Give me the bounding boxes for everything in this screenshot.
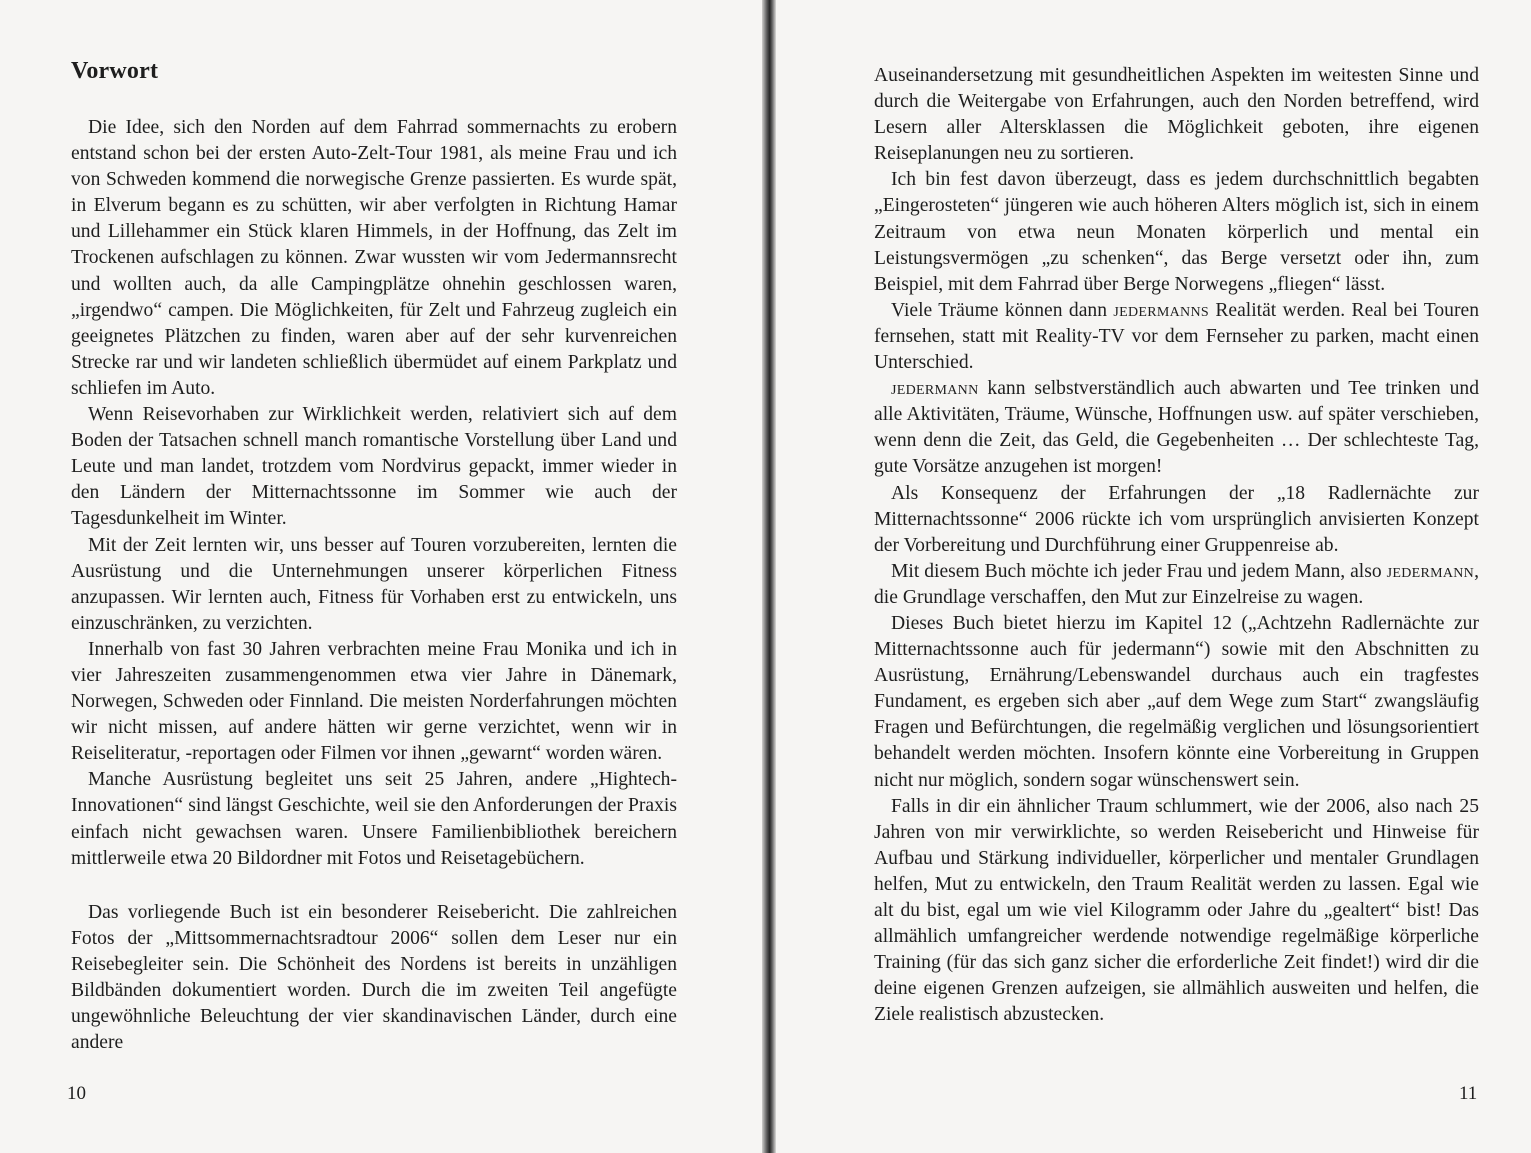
paragraph xyxy=(874,376,1479,480)
page-number: 10 xyxy=(67,1083,86,1104)
text-run: Viele Träume können dann xyxy=(891,299,1114,321)
paragraph xyxy=(874,559,1479,611)
text-run: Realität werden. Real bei Touren fernsehen, statt mit Reality-TV vor dem Fernseher zu parken, macht einen Unterschied. xyxy=(874,299,1479,374)
paragraph: Mit der Zeit lernten wir, uns besser auf Touren vorzubereiten, lernten die Ausrüstung und die Unternehmungen unserer körperlichen Fitness anzupassen. Wir lernten auch, Fitness für Vorhaben erst zu entwickeln, uns einzuschränken, zu verzichten. xyxy=(71,534,677,634)
text-run: kann selbstverständlich auch abwarten und Tee trinken und alle Aktivitäten, Träume, Wünsche, Hoffnungen usw. auf später verschieben, wenn denn die Zeit, das Geld, die Gegebenheiten … Der schlechteste Tag, gute Vorsätze anzugehen ist morgen! xyxy=(874,378,1479,478)
left-page xyxy=(0,0,762,1153)
paragraph: Als Konsequenz der Erfahrungen der „18 Radlernächte zur Mitternachtssonne“ 2006 rückte ich vom ursprünglich anvisierten Konzept der Vorbereitung und Durchführung einer Gruppenreise ab. xyxy=(874,482,1479,556)
paragraph: Die Idee, sich den Norden auf dem Fahrrad sommernachts zu erobern entstand schon bei der ersten Auto-Zelt-Tour 1981, als meine Frau und ich von Schweden kommend die norwegische Grenze passierten. Es wurde spät, in Elverum begann es zu schütten, wir aber verfolgten in Richtung Hamar und Lillehammer ein Stück klaren Himmels, in der Hoffnung, das Zelt im Trockenen aufschlagen zu können. Zwar wussten wir vom Jedermannsrecht und wollten auch, da alle Campingplätze ohnehin geschlossen waren, „irgendwo“ campen. Die Möglichkeiten, für Zelt und Fahrzeug zugleich ein geeignetes Plätzchen zu finden, waren aber auf der sehr kurvenreichen Strecke rar und wir landeten schließlich übermüdet auf einem Parkplatz und schliefen im Auto. xyxy=(71,117,677,399)
right-page xyxy=(776,0,1531,1153)
left-text-column-after-gap xyxy=(71,900,677,1057)
left-text-column xyxy=(71,115,677,872)
paragraph: Manche Ausrüstung begleitet uns seit 25 Jahren, andere „Hightech-Innovationen“ sind längst Geschichte, weil sie den Anforderungen der Praxis einfach nicht gewachsen waren. Unsere Familienbibliothek bereichern mittlerweile etwa 20 Bildordner mit Fotos und Reisetagebüchern. xyxy=(71,769,677,869)
paragraph: Innerhalb von fast 30 Jahren verbrachten meine Frau Monika und ich in vier Jahreszeiten zusammengenommen etwa vier Jahre in Dänemark, Norwegen, Schweden oder Finnland. Die meisten Norderfahrungen möchten wir nicht missen, auf andere hätten wir gerne verzichtet, wenn wir in Reiseliteratur, -reportagen oder Filmen vor ihnen „gewarnt“ worden wären. xyxy=(71,638,677,765)
paragraph: Auseinandersetzung mit gesundheitlichen Aspekten im weitesten Sinne und durch die Weitergabe von Erfahrungen, auch den Norden betreffend, wird Lesern aller Altersklassen die Möglichkeit geboten, ihre eigenen Reiseplanungen neu zu sortieren. xyxy=(874,65,1479,165)
right-text-column xyxy=(874,63,1479,1028)
small-caps-term: jedermanns xyxy=(1113,299,1209,321)
paragraph xyxy=(874,298,1479,376)
small-caps-term: jedermann xyxy=(891,378,979,400)
text-run: , die Grundlage verschaffen, den Mut zur Einzelreise zu wagen. xyxy=(874,560,1479,608)
paragraph: Wenn Reisevorhaben zur Wirklichkeit werden, relativiert sich auf dem Boden der Tatsachen schnell manch romantische Vorstellung über Land und Leute und man landet, trotzdem vom Nordvirus gepackt, immer wieder in den Ländern der Mitternachtssonne im Sommer wie auch der Tagesdunkelheit im Winter. xyxy=(71,404,677,530)
small-caps-term: jedermann xyxy=(1386,560,1475,582)
text-run: Mit diesem Buch möchte ich jeder Frau und jedem Mann, also xyxy=(891,560,1387,582)
book-gutter xyxy=(762,0,776,1153)
paragraph: Ich bin fest davon überzeugt, dass es jedem durchschnittlich begabten „Eingerosteten“ jüngeren wie auch höheren Alters möglich ist, sich in einem Zeitraum von etwa neun Monaten körperlich und mental ein Leistungsvermögen „zu schenken“, das Berge versetzt oder ihn, zum Beispiel, mit dem Fahrrad über Berge Norwegens „fliegen“ lässt. xyxy=(874,169,1479,295)
page-number: 11 xyxy=(1459,1083,1478,1104)
paragraph: Falls in dir ein ähnlicher Traum schlummert, wie der 2006, also nach 25 Jahren von mir verwirklichte, so werden Reisebericht und Hinweise für Aufbau und Stärkung individueller, körperlicher und mentaler Grundlagen helfen, Mut zu entwickeln, den Traum Realität werden zu lassen. Egal wie alt du bist, egal um wie viel Kilogramm oder Jahre du „gealtert“ bist! Das allmählich umfangreicher werdende notwendige regelmäßige körperliche Training (für das sich ganz sicher die erforderliche Zeit findet!) wird dir die deine eigenen Grenzen aufzeigen, sie allmählich ausweiten und helfen, die Ziele realistisch abzustecken. xyxy=(874,795,1479,1026)
paragraph: Das vorliegende Buch ist ein besonderer Reisebericht. Die zahlreichen Fotos der „Mittsommernachtsradtour 2006“ sollen dem Leser nur ein Reisebegleiter sein. Die Schönheit des Nordens ist bereits in unzähligen Bildbänden dokumentiert worden. Durch die im zweiten Teil angefügte ungewöhnliche Beleuchtung der vier skandinavischen Länder, durch eine andere xyxy=(71,902,677,1054)
paragraph: Dieses Buch bietet hierzu im Kapitel 12 („Achtzehn Radlernächte zur Mitternachtssonne auch für jedermann“) sowie mit den Abschnitten zu Ausrüstung, Ernährung/Lebenswandel durchaus auch ein tragfestes Fundament, es ergeben sich aber „auf dem Wege zum Start“ zwangsläufig Fragen und Befürchtungen, die regelmäßig verglichen und lösungsorientiert behandelt werden möchten. Insofern könnte eine Vorbereitung in Gruppen nicht nur möglich, sondern sogar wünschenswert sein. xyxy=(874,612,1479,791)
chapter-title: Vorwort xyxy=(71,58,159,84)
